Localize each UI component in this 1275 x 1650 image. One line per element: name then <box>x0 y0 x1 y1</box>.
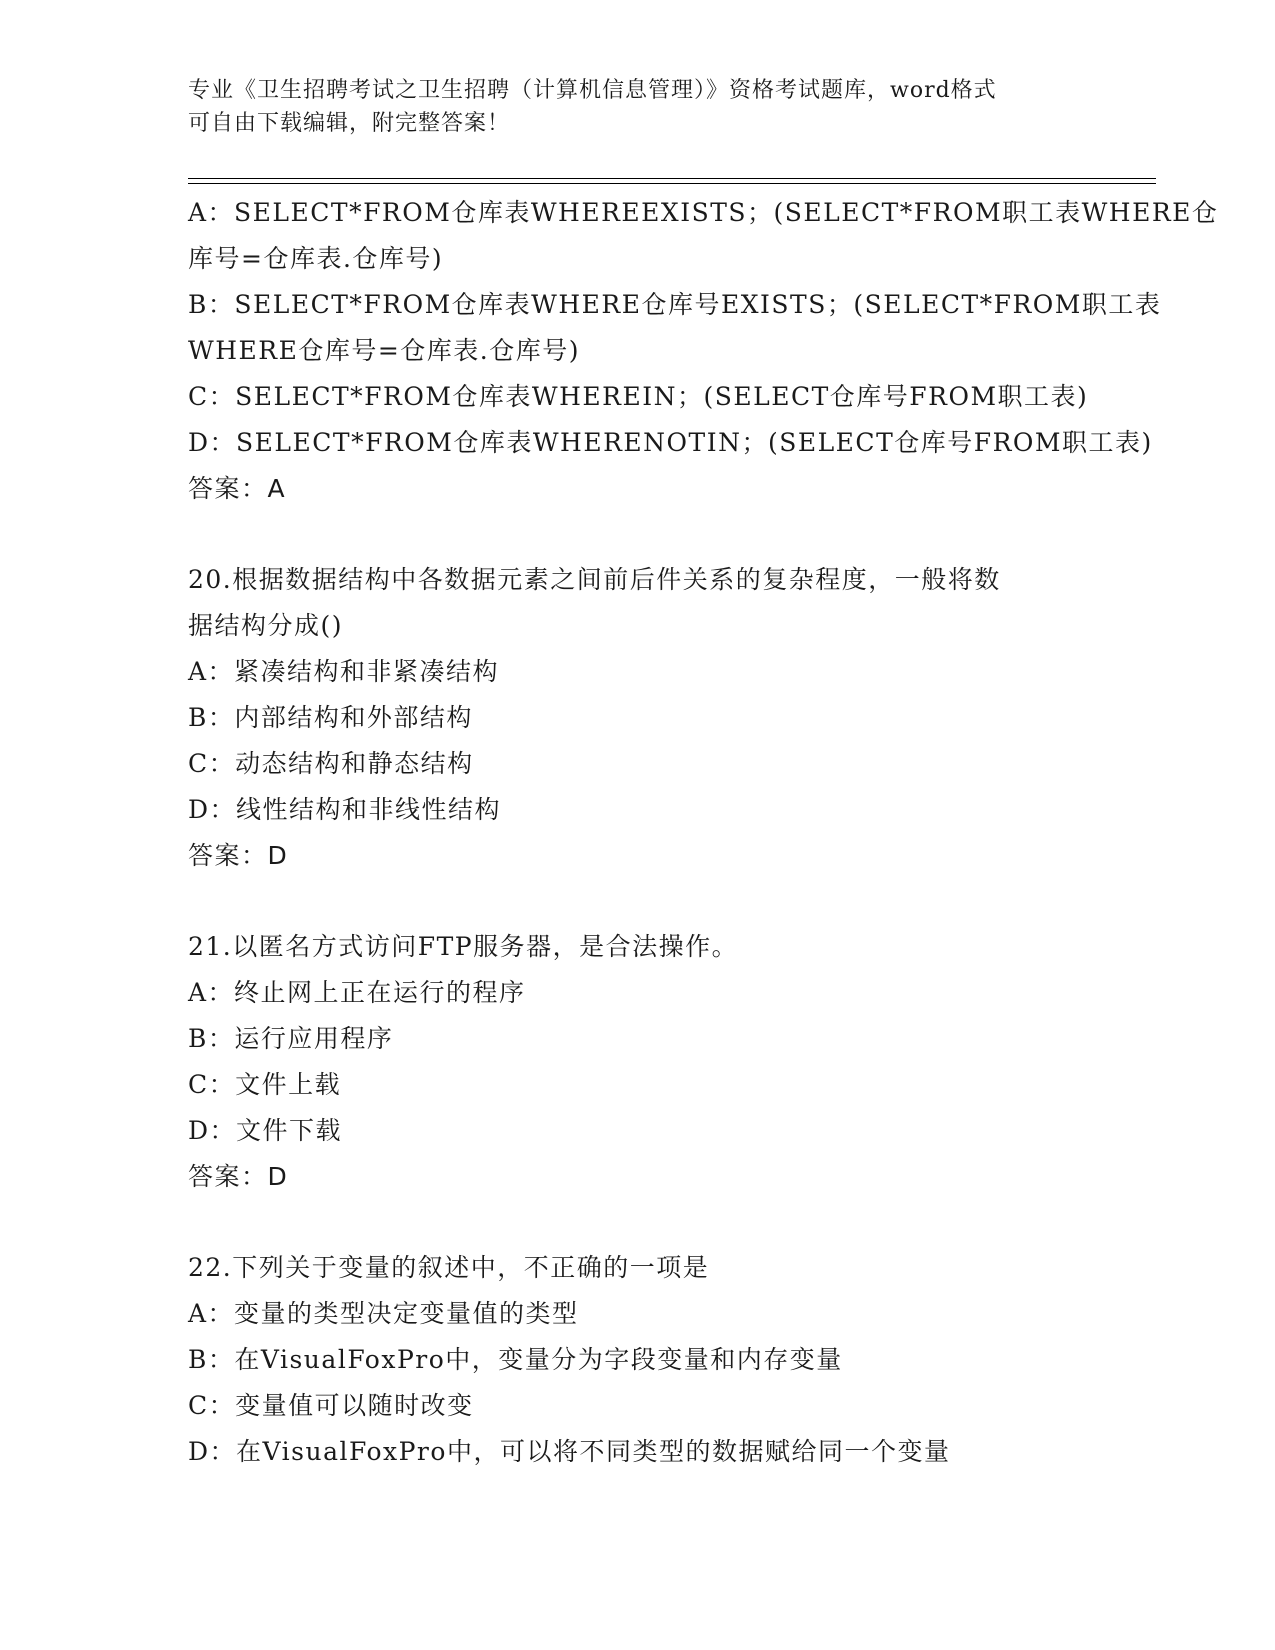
option-a: A：终止网上正在运行的程序 <box>188 978 526 1007</box>
spacer <box>188 512 1088 557</box>
option-c: C：文件上载 <box>188 1070 342 1099</box>
option-d: D：SELECT*FROM仓库表WHERENOTIN；(SELECT仓库号FROM职工表) <box>188 428 1153 457</box>
option-b-line-2: WHERE仓库号=仓库表.仓库号) <box>188 336 580 365</box>
answer: 答案：A <box>188 474 287 503</box>
header-divider-bottom <box>188 183 1156 184</box>
question-list <box>188 190 1219 1475</box>
option-b: B：在VisualFoxPro中，变量分为字段变量和内存变量 <box>188 1345 843 1374</box>
option-b: B：内部结构和外部结构 <box>188 703 473 732</box>
option-d: D：文件下载 <box>188 1116 343 1145</box>
question-22-block <box>188 1245 1088 1475</box>
question-text: 21.以匿名方式访问FTP服务器，是合法操作。 <box>188 932 739 961</box>
option-c: C：动态结构和静态结构 <box>188 749 474 778</box>
question-19-block <box>188 190 1219 512</box>
header-line-1: 专业《卫生招聘考试之卫生招聘（计算机信息管理）》资格考试题库，word格式 <box>188 78 997 103</box>
option-a-line-1: A：SELECT*FROM仓库表WHEREEXISTS；(SELECT*FROM职工表WHERE仓 <box>188 198 1219 227</box>
question-text-line-1: 20.根据数据结构中各数据元素之间前后件关系的复杂程度，一般将数 <box>188 565 1001 594</box>
option-c: C：变量值可以随时改变 <box>188 1391 474 1420</box>
option-a-line-2: 库号=仓库表.仓库号) <box>188 244 444 273</box>
document-header <box>188 74 1088 140</box>
question-text-line-2: 据结构分成() <box>188 611 344 640</box>
option-c: C：SELECT*FROM仓库表WHEREIN；(SELECT仓库号FROM职工表) <box>188 382 1089 411</box>
option-d: D：线性结构和非线性结构 <box>188 795 502 824</box>
spacer <box>188 1200 1088 1245</box>
option-a: A：变量的类型决定变量值的类型 <box>188 1299 579 1328</box>
question-text: 22.下列关于变量的叙述中，不正确的一项是 <box>188 1253 710 1282</box>
option-a: A：紧凑结构和非紧凑结构 <box>188 657 500 686</box>
header-line-2: 可自由下载编辑，附完整答案！ <box>188 111 511 136</box>
question-21-block <box>188 924 1088 1200</box>
header-divider-top <box>188 178 1156 179</box>
answer: 答案：D <box>188 1162 289 1191</box>
option-b-line-1: B：SELECT*FROM仓库表WHERE仓库号EXISTS；(SELECT*FROM职工表 <box>188 290 1162 319</box>
option-b: B：运行应用程序 <box>188 1024 394 1053</box>
question-20-block <box>188 557 1088 879</box>
answer: 答案：D <box>188 841 289 870</box>
option-d: D：在VisualFoxPro中，可以将不同类型的数据赋给同一个变量 <box>188 1437 951 1466</box>
spacer <box>188 879 1088 924</box>
